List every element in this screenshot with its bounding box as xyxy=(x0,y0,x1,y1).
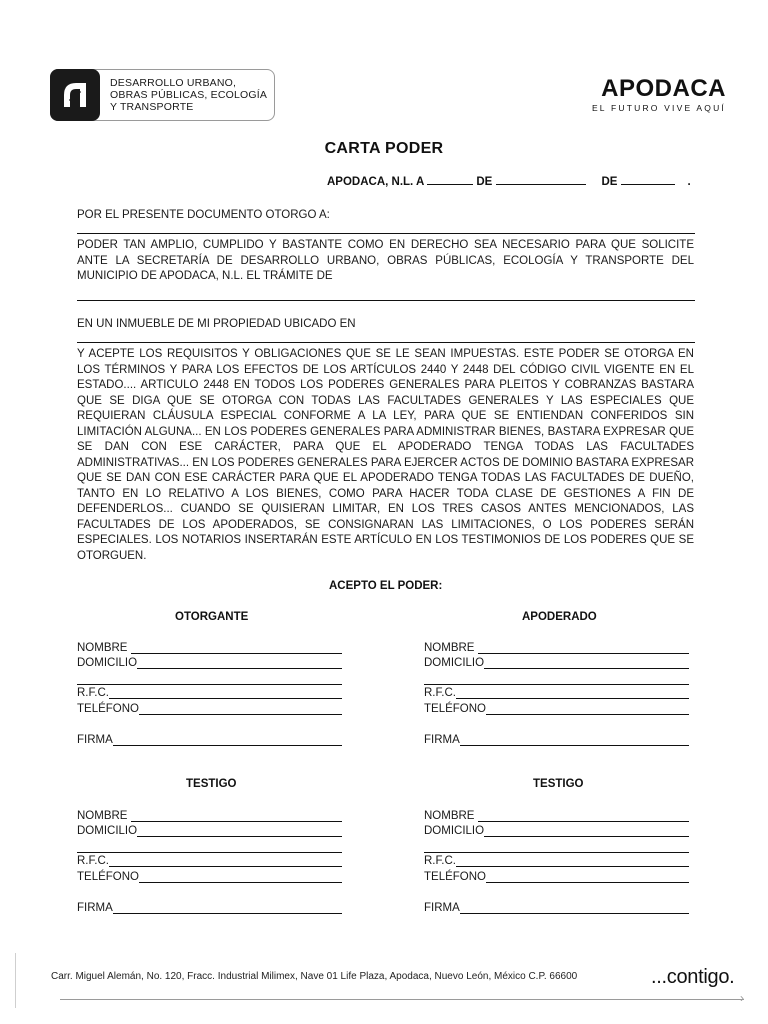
domicilio-label: DOMICILIO xyxy=(424,825,485,837)
brand-slogan: EL FUTURO VIVE AQUÍ xyxy=(591,103,726,113)
footer-brand: ...contigo. xyxy=(651,966,735,988)
accept-label: ACEPTO EL PODER: xyxy=(329,580,443,592)
apoderado-firma-field[interactable] xyxy=(424,733,689,747)
testigo-left-heading: TESTIGO xyxy=(186,778,237,790)
property-intro: EN UN INMUEBLE DE MI PROPIEDAD UBICADO EN xyxy=(77,318,356,330)
footer-divider xyxy=(15,953,16,1008)
place-prefix: APODACA, N.L. A xyxy=(327,176,424,188)
department-line-2: OBRAS PÚBLICAS, ECOLOGÍA xyxy=(110,89,268,101)
otorgante-rfc-field[interactable] xyxy=(77,686,342,700)
apodaca-brand xyxy=(592,76,726,113)
department-line-1: DESARROLLO URBANO, xyxy=(110,77,237,89)
otorgante-heading: OTORGANTE xyxy=(175,611,249,623)
rfc-label: R.F.C. xyxy=(77,687,109,699)
telefono-label: TELÉFONO xyxy=(424,871,486,883)
otorgante-telefono-field[interactable] xyxy=(77,702,342,716)
rfc-label: R.F.C. xyxy=(424,687,456,699)
apoderado-nombre-field[interactable] xyxy=(424,641,689,655)
nombre-label: NOMBRE xyxy=(424,810,475,822)
nombre-label: NOMBRE xyxy=(77,810,128,822)
procedure-line[interactable] xyxy=(77,300,695,301)
day-blank[interactable] xyxy=(427,174,473,185)
telefono-label: TELÉFONO xyxy=(424,703,486,715)
otorgante-nombre-field[interactable] xyxy=(77,641,342,655)
place-de-2: DE xyxy=(601,176,618,188)
testigo-left-firma-field[interactable] xyxy=(77,901,342,915)
firma-label: FIRMA xyxy=(424,902,460,914)
firma-label: FIRMA xyxy=(77,902,113,914)
legal-paragraph: Y ACEPTE LOS REQUISITOS Y OBLIGACIONES QUE SE LE SEAN IMPUESTAS. ESTE PODER SE OTORGA EN LOS TÉRMINOS Y PARA LOS EFECTOS DE LOS ARTÍCULOS 2440 Y 2448 DEL CÓDIGO CIVIL VIGENTE EN EL ESTADO.... ARTICULO 2448 EN TODOS LOS PODERES GENERALES PARA PLEITOS Y COBRANZAS BASTARA QUE SE DIGA QUE SE OTORGA CON TODAS LAS FACULTADES GENERALES Y LAS ESPECIALES QUE REQUIERAN CLÁUSULA ESPECIAL CONFORME A LA LEY, PARA QUE SE ENTIENDAN CONFERIDOS SIN LIMITACIÓN ALGUNA... EN LOS PODERES GENERALES PARA ADMINISTRAR BIENES, BASTARA EXPRESAR QUE SE DAN CON ESE CARÁCTER, PARA QUE EL APODERADO TENGA TODAS LAS FACULTADES ADMINISTRATIVAS... EN LOS PODERES GENERALES PARA EJERCER ACTOS DE DOMINIO BASTARA EXPRESAR QUE SE DAN CON ESE CARÁCTER PARA QUE EL APODERADO TENGA TODAS LAS FACULTADES DE DUEÑO, TANTO EN LO RELATIVO A LOS BIENES, COMO PARA HACER TODA CLASE DE GESTIONES A FIN DE DEFENDERLOS... CUANDO SE QUISIERAN LIMITAR, EN LOS TRES CASOS ANTES MENCIONADOS, LAS FACULTADES DE LOS APODERADOS, SE CONSIGNARAN LAS LIMITACIONES, O LOS PODERES SERÁN ESPECIALES. LOS NOTARIOS INSERTARÁN ESTE ARTÍCULO EN LOS TESTIMONIOS DE LOS PODERES QUE SE OTORGUEN. xyxy=(77,348,694,562)
month-blank[interactable] xyxy=(496,174,586,185)
nombre-label: NOMBRE xyxy=(77,642,128,654)
testigo-right-domicilio-field[interactable] xyxy=(424,824,689,838)
nombre-label: NOMBRE xyxy=(424,642,475,654)
rfc-label: R.F.C. xyxy=(424,855,456,867)
apoderado-domicilio-line-2[interactable] xyxy=(424,684,689,685)
otorgante-firma-field[interactable] xyxy=(77,733,342,747)
apoderado-rfc-field[interactable] xyxy=(424,686,689,700)
year-blank[interactable] xyxy=(621,174,675,185)
testigo-right-firma-field[interactable] xyxy=(424,901,689,915)
firma-label: FIRMA xyxy=(77,734,113,746)
telefono-label: TELÉFONO xyxy=(77,871,139,883)
department-name xyxy=(110,77,267,113)
otorgante-domicilio-field[interactable] xyxy=(77,656,342,670)
firma-label: FIRMA xyxy=(424,734,460,746)
document-title: CARTA PODER xyxy=(324,140,444,157)
grant-intro: POR EL PRESENTE DOCUMENTO OTORGO A: xyxy=(77,209,330,221)
domicilio-label: DOMICILIO xyxy=(77,657,138,669)
place-end: . xyxy=(687,176,691,188)
domicilio-label: DOMICILIO xyxy=(77,825,138,837)
property-line[interactable] xyxy=(77,342,695,343)
place-de-1: DE xyxy=(476,176,493,188)
chevron-right-icon: › xyxy=(740,991,744,1005)
apoderado-telefono-field[interactable] xyxy=(424,702,689,716)
footer-rule xyxy=(60,999,744,1000)
grantee-line[interactable] xyxy=(77,233,695,234)
department-line-3: Y TRANSPORTE xyxy=(110,101,194,113)
testigo-left-domicilio-line-2[interactable] xyxy=(77,852,342,853)
otorgante-domicilio-line-2[interactable] xyxy=(77,684,342,685)
testigo-right-domicilio-line-2[interactable] xyxy=(424,852,689,853)
brand-name: APODACA xyxy=(601,75,726,102)
testigo-left-telefono-field[interactable] xyxy=(77,870,342,884)
footer-address: Carr. Miguel Alemán, No. 120, Fracc. Industrial Milimex, Nave 01 Life Plaza, Apodaca, Nuevo León, México C.P. 66600 xyxy=(51,971,578,982)
testigo-left-nombre-field[interactable] xyxy=(77,809,342,823)
municipal-logo-icon xyxy=(50,69,100,121)
domicilio-label: DOMICILIO xyxy=(424,657,485,669)
apoderado-heading: APODERADO xyxy=(522,611,597,623)
rfc-label: R.F.C. xyxy=(77,855,109,867)
testigo-right-rfc-field[interactable] xyxy=(424,854,689,868)
testigo-right-heading: TESTIGO xyxy=(533,778,584,790)
apoderado-domicilio-field[interactable] xyxy=(424,656,689,670)
testigo-left-rfc-field[interactable] xyxy=(77,854,342,868)
telefono-label: TELÉFONO xyxy=(77,703,139,715)
testigo-right-nombre-field[interactable] xyxy=(424,809,689,823)
testigo-right-telefono-field[interactable] xyxy=(424,870,689,884)
testigo-left-domicilio-field[interactable] xyxy=(77,824,342,838)
place-date-line xyxy=(327,174,691,188)
power-paragraph: PODER TAN AMPLIO, CUMPLIDO Y BASTANTE COMO EN DERECHO SEA NECESARIO PARA QUE SOLICITE ANTE LA SECRETARÍA DE DESARROLLO URBANO, OBRAS PÚBLICAS, ECOLOGÍA Y TRANSPORTE DEL MUNICIPIO DE APODACA, N.L. EL TRÁMITE DE xyxy=(77,239,694,282)
